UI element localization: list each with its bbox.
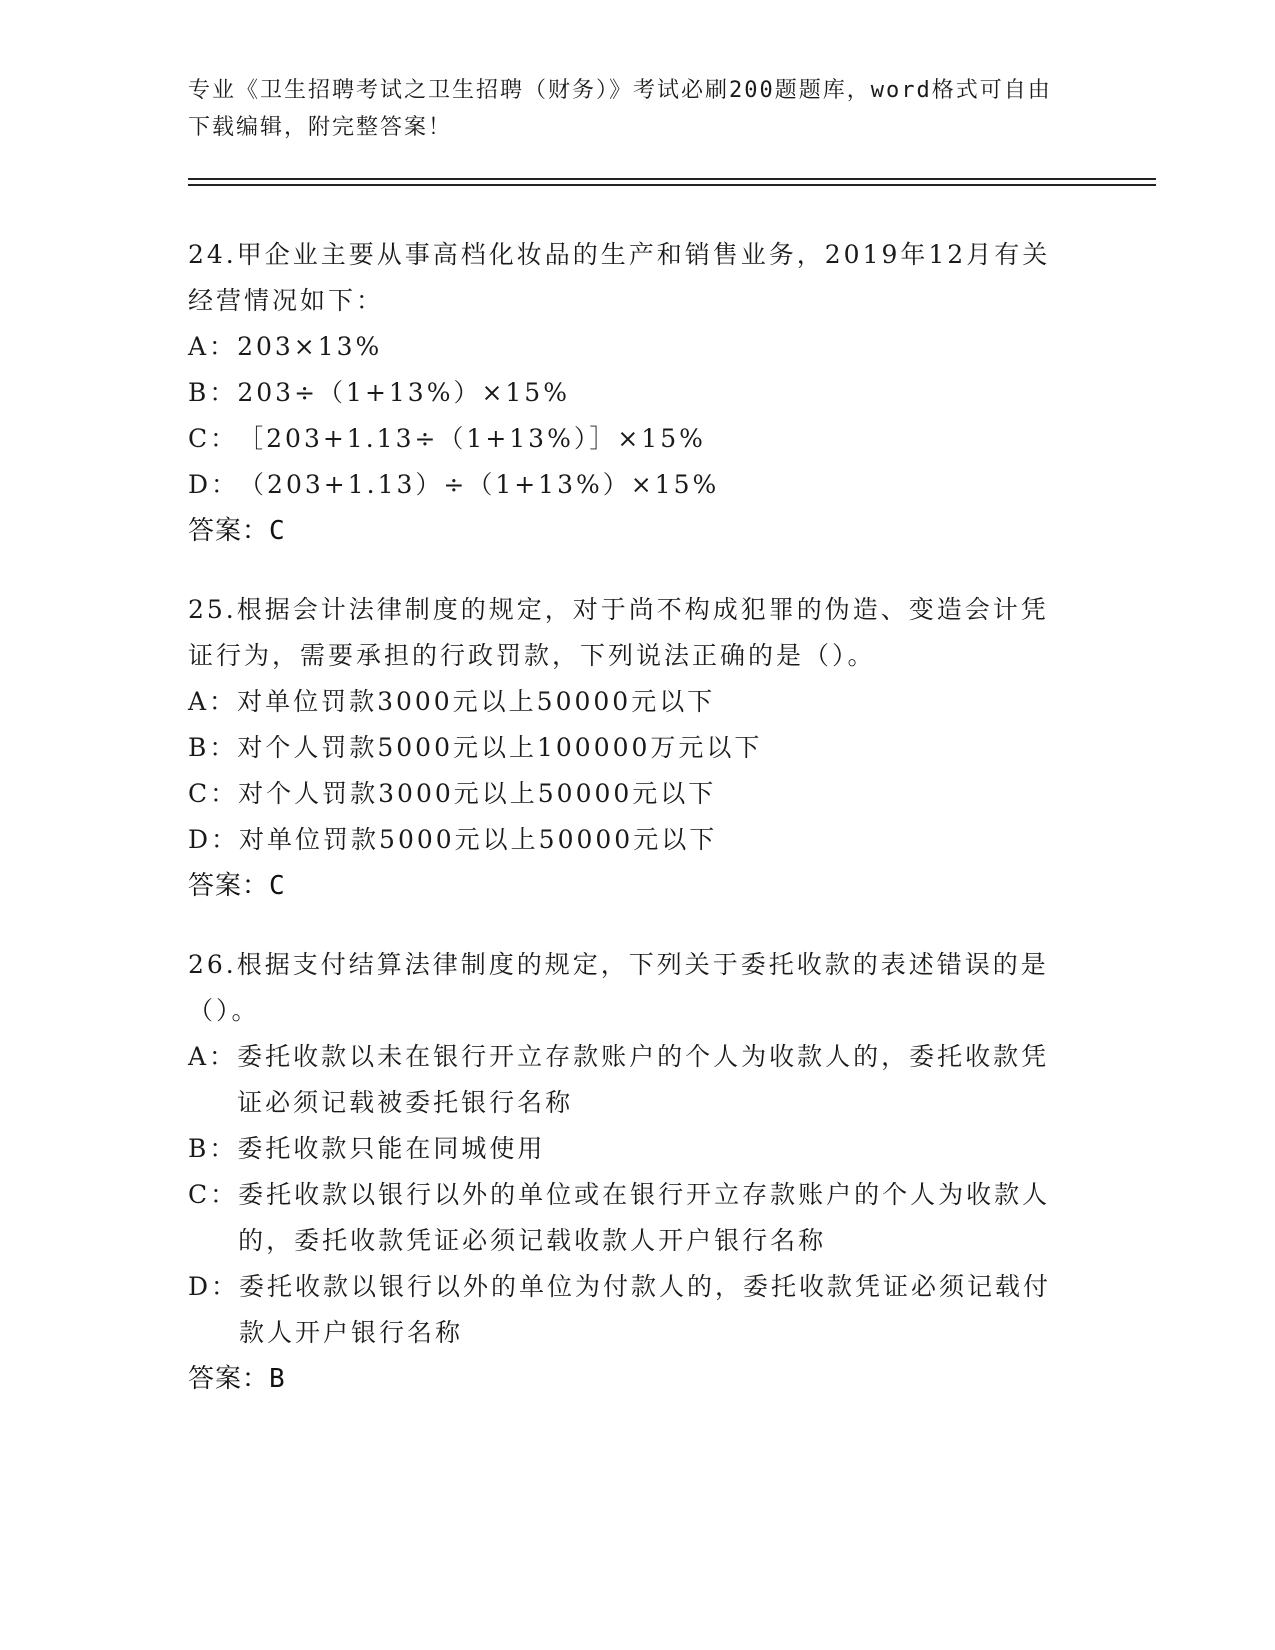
option-text: 对单位罚款3000元以上50000元以下 [237, 687, 716, 716]
answer-line: 答案：B [188, 1364, 286, 1394]
option-text: 委托收款以银行以外的单位为付款人的，委托收款凭证必须记载付款人开户银行名称 [239, 1272, 1052, 1347]
option-b [188, 725, 1068, 771]
option-key: D： [188, 1272, 240, 1301]
option-text: 委托收款只能在同城使用 [237, 1134, 546, 1163]
option-key: D： [188, 470, 240, 499]
option-d [188, 462, 1068, 508]
option-key: A： [188, 687, 238, 716]
option-text: 203÷（1+13%）×15% [237, 378, 570, 407]
option-c [188, 771, 1068, 817]
document-header: 专业《卫生招聘考试之卫生招聘（财务）》考试必刷200题题库，word格式可自由下载编辑，附完整答案！ [188, 78, 1052, 140]
option-text: 203×13% [237, 332, 383, 361]
option-text: 对个人罚款5000元以上100000万元以下 [237, 733, 763, 762]
question-26 [188, 942, 1068, 1402]
option-b [188, 1126, 1068, 1172]
option-key: B： [188, 1134, 238, 1163]
option-key: C： [188, 779, 239, 808]
question-25 [188, 587, 1068, 909]
option-text: ［203+1.13÷（1+13%）］×15% [238, 424, 706, 453]
option-a [188, 1034, 1068, 1126]
header-rule-top [188, 178, 1156, 180]
option-text: 对单位罚款5000元以上50000元以下 [239, 825, 718, 854]
option-key: B： [188, 378, 238, 407]
option-key: A： [188, 1042, 238, 1071]
option-d [188, 1264, 1068, 1356]
option-key: C： [188, 1180, 239, 1209]
answer-line: 答案：C [188, 871, 286, 901]
question-stem: 26.根据支付结算法律制度的规定，下列关于委托收款的表述错误的是（）。 [188, 950, 1049, 1025]
option-text: 对个人罚款3000元以上50000元以下 [238, 779, 717, 808]
option-a [188, 324, 1068, 370]
option-key: C： [188, 424, 239, 453]
option-d [188, 817, 1068, 863]
question-list [188, 232, 1068, 1435]
answer-line: 答案：C [188, 516, 286, 546]
question-24 [188, 232, 1068, 554]
option-c [188, 1172, 1068, 1264]
option-key: B： [188, 733, 238, 762]
option-a [188, 679, 1068, 725]
option-b [188, 370, 1068, 416]
question-stem: 25.根据会计法律制度的规定，对于尚不构成犯罪的伪造、变造会计凭证行为，需要承担的行政罚款，下列说法正确的是（）。 [188, 595, 1049, 670]
option-c [188, 416, 1068, 462]
question-stem: 24.甲企业主要从事高档化妆品的生产和销售业务，2019年12月有关经营情况如下： [188, 240, 1051, 315]
option-key: A： [188, 332, 238, 361]
option-text: 委托收款以银行以外的单位或在银行开立存款账户的个人为收款人的，委托收款凭证必须记载收款人开户银行名称 [238, 1180, 1051, 1255]
option-text: 委托收款以未在银行开立存款账户的个人为收款人的，委托收款凭证必须记载被委托银行名称 [237, 1042, 1050, 1117]
option-text: （203+1.13）÷（1+13%）×15% [239, 470, 720, 499]
header-rule-bottom [188, 184, 1156, 186]
option-key: D： [188, 825, 240, 854]
